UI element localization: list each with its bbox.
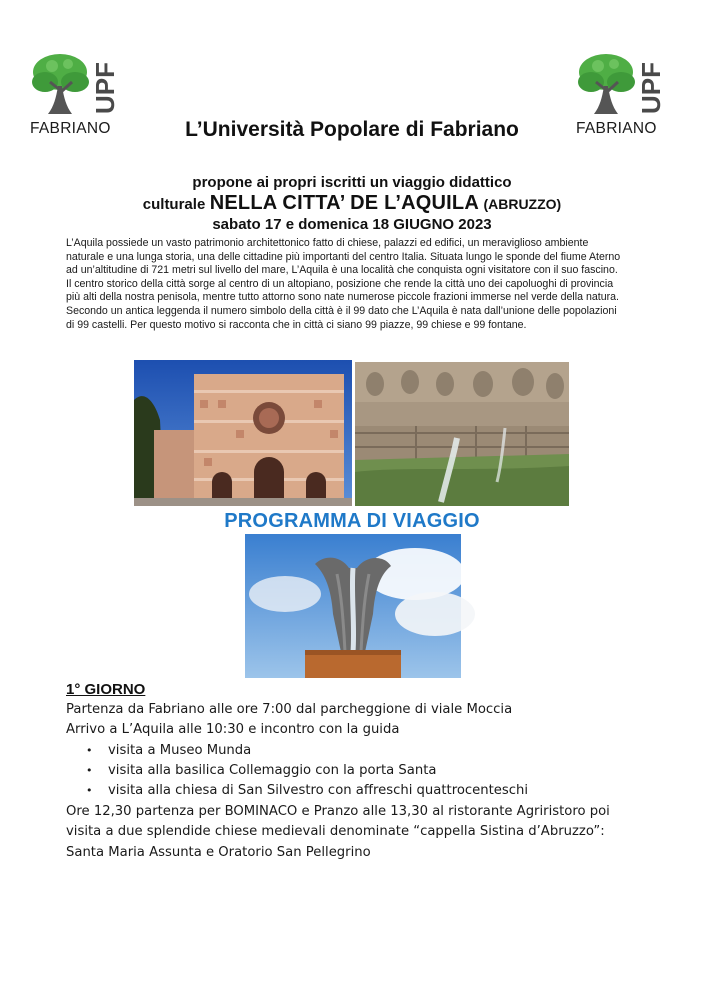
day1-heading: 1° GIORNO: [66, 681, 146, 698]
day1-departure: Partenza da Fabriano alle ore 7:00 dal parcheggione di viale Moccia: [66, 702, 513, 717]
upf-wordmark-icon: [638, 56, 664, 116]
city-description: L’Aquila possiede un vasto patrimonio architettonico fatto di chiese, palazzi ed edifici, un meraviglioso ambiente naturale e una lunga storia, una delle cittadine più importanti del centro Italia. Situata lungo le sponde del fiume Aterno ad un’altitudine di 721 metri sul livello del mare, L’Aquila è una località che conquista ogni visitatore con il suo fascino. Il centro storico della città sorge al centro di un altopiano, posizione che rende la città uno dei capoluoghi di provincia più alti della nostra penisola, mentre tutto attorno sono nate numerose piccole frazioni immerse nel verde della natura. Secondo un antica leggenda il numero simbolo della città è il 99 dato che L’Aquila è nata dall’unione delle popolazioni di 99 castelli. Per questo motivo si racconta che in città ci siano 99 piazze, 99 chiese e 99 fontane.: [66, 237, 621, 331]
day1-lunch: Ore 12,30 partenza per BOMINACO e Pranzo alle 13,30 al ristorante Agriristoro poi: [66, 804, 610, 819]
region-label: (ABRUZZO): [483, 196, 562, 212]
bullet-icon: •: [86, 764, 93, 777]
list-item: • visita alla chiesa di San Silvestro con affreschi quattrocenteschi: [86, 783, 529, 798]
fountain-photo: [355, 362, 569, 506]
tree-icon: [576, 52, 640, 118]
upf-wordmark-icon: [92, 56, 118, 116]
destination-line: [0, 192, 704, 215]
bullet-icon: •: [86, 784, 93, 797]
basilica-photo: [134, 360, 352, 506]
svg-text:UPF: UPF: [90, 62, 120, 114]
list-item: • visita alla basilica Collemaggio con la porta Santa: [86, 763, 437, 778]
intro-line: propone ai propri iscritti un viaggio didattico: [192, 174, 512, 191]
program-heading: PROGRAMMA DI VIAGGIO: [224, 510, 480, 532]
svg-text:UPF: UPF: [636, 62, 666, 114]
bullet-icon: •: [86, 744, 93, 757]
tree-icon: [30, 52, 94, 118]
day1-visits-list: [86, 742, 528, 802]
statue-photo: [245, 534, 461, 678]
day1-church-names: Santa Maria Assunta e Oratorio San Pellegrino: [66, 845, 371, 860]
list-item: • visita a Museo Munda: [86, 743, 252, 758]
page-title: L’Università Popolare di Fabriano: [185, 118, 519, 141]
logo-city-left: FABRIANO: [30, 120, 111, 137]
destination-title: NELLA CITTA’ DE L’AQUILA: [209, 192, 479, 214]
intro-prefix: culturale: [142, 196, 206, 213]
day1-arrival: Arrivo a L’Aquila alle 10:30 e incontro con la guida: [66, 722, 400, 737]
trip-date: sabato 17 e domenica 18 GIUGNO 2023: [212, 216, 492, 233]
logo-city-right: FABRIANO: [576, 120, 657, 137]
day1-churches: visita a due splendide chiese medievali denominate “cappella Sistina d’Abruzzo”:: [66, 824, 605, 839]
